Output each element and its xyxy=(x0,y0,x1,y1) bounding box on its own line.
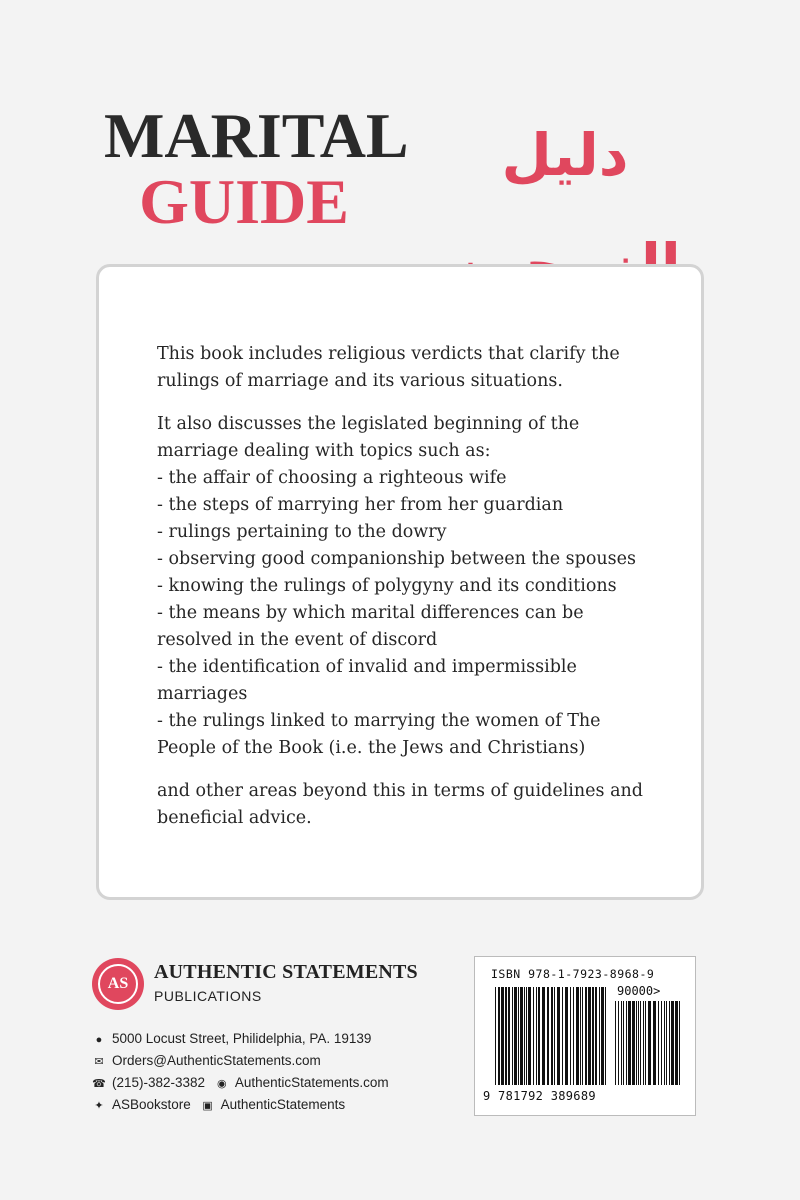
description-line: resolved in the event of discord xyxy=(157,630,438,650)
description-line: marriage dealing with topics such as: xyxy=(157,441,491,461)
title-arabic-text: دليل xyxy=(501,121,629,189)
barcode-bar xyxy=(576,987,579,1085)
barcode-bar xyxy=(601,987,604,1085)
description-line: marriages xyxy=(157,684,248,704)
contact-address xyxy=(92,1031,371,1046)
barcode-bar xyxy=(533,987,534,1085)
description-line: - the rulings linked to marrying the women of The xyxy=(157,711,601,731)
description-paragraph-1 xyxy=(157,341,677,395)
title-line-marital: MARITAL xyxy=(104,100,409,171)
description-line: - observing good companionship between the spouses xyxy=(157,549,636,569)
barcode-bar xyxy=(669,1001,670,1085)
twitter-icon: ✦ xyxy=(94,1100,104,1112)
description-paragraph-2 xyxy=(157,411,677,762)
barcode-bar xyxy=(573,987,574,1085)
phone-icon: ☎ xyxy=(92,1078,106,1090)
barcode-bar xyxy=(570,987,571,1085)
barcode-bar xyxy=(592,987,594,1085)
barcode-bar xyxy=(505,987,507,1085)
twitter-text: ASBookstore xyxy=(112,1097,191,1112)
title-line-guide: GUIDE xyxy=(139,166,349,237)
publisher-logo-mark: AS xyxy=(98,964,138,1004)
barcode-bar xyxy=(524,987,525,1085)
barcode-bar xyxy=(557,987,560,1085)
barcode-panel xyxy=(474,956,696,1116)
description-line: beneficial advice. xyxy=(157,808,312,828)
description-line: rulings of marriage and its various situations. xyxy=(157,371,563,391)
barcode-bar xyxy=(538,987,540,1085)
barcode-bar xyxy=(580,987,581,1085)
title-arabic xyxy=(440,100,690,210)
barcode-bar xyxy=(640,1001,641,1085)
description-line: - the affair of choosing a righteous wife xyxy=(157,468,507,488)
publisher-logo xyxy=(92,958,144,1010)
instagram-icon: ▣ xyxy=(202,1100,213,1112)
description-box xyxy=(96,264,704,900)
description-line: - the means by which marital differences can be xyxy=(157,603,584,623)
barcode-bar xyxy=(666,1001,667,1085)
barcode-main-bars xyxy=(495,987,607,1085)
barcode-bar xyxy=(632,1001,635,1085)
title-english xyxy=(104,100,409,237)
phone-text: (215)-382-3382 xyxy=(112,1075,206,1090)
barcode-bar xyxy=(595,987,597,1085)
barcode-bar xyxy=(664,1001,665,1085)
publisher-name: AUTHENTIC STATEMENTS xyxy=(154,961,418,983)
barcode-bar xyxy=(671,1001,674,1085)
description-line: and other areas beyond this in terms of guidelines and xyxy=(157,781,643,801)
barcode-bar xyxy=(582,987,583,1085)
price-code: 90000> xyxy=(617,984,661,998)
barcode-bar xyxy=(615,1001,616,1085)
website-text: AuthenticStatements.com xyxy=(234,1075,389,1090)
barcode-bar xyxy=(518,987,519,1085)
email-text: Orders@AuthenticStatements.com xyxy=(112,1053,321,1068)
description-line: - rulings pertaining to the dowry xyxy=(157,522,447,542)
barcode-bar xyxy=(623,1001,624,1085)
publisher-subtitle: PUBLICATIONS xyxy=(154,988,262,1004)
barcode-bar xyxy=(520,987,523,1085)
contact-phone-web xyxy=(92,1075,389,1090)
barcode-bar xyxy=(542,987,545,1085)
contact-email xyxy=(92,1053,321,1068)
description-paragraph-3 xyxy=(157,778,677,832)
map-pin-icon: ● xyxy=(95,1034,103,1046)
description-line: It also discusses the legislated beginning of the xyxy=(157,414,580,434)
barcode-bar xyxy=(618,1001,619,1085)
contact-social xyxy=(92,1097,345,1112)
barcode-bar xyxy=(628,1001,631,1085)
barcode-bar xyxy=(675,1001,678,1085)
barcode-bar xyxy=(626,1001,627,1085)
barcode-bar xyxy=(661,1001,662,1085)
mail-icon: ✉ xyxy=(94,1056,104,1068)
description-line: People of the Book (i.e. the Jews and Christians) xyxy=(157,738,586,758)
barcode-bar xyxy=(585,987,587,1085)
barcode-bar xyxy=(621,1001,622,1085)
barcode-bar xyxy=(636,1001,637,1085)
barcode-bar xyxy=(648,1001,651,1085)
barcode-bar xyxy=(588,987,591,1085)
barcode-bar xyxy=(599,987,600,1085)
globe-icon: ◉ xyxy=(217,1078,227,1090)
barcode-bar xyxy=(526,987,527,1085)
barcode-bar xyxy=(528,987,531,1085)
barcode-bar xyxy=(562,987,563,1085)
barcode-bar xyxy=(547,987,549,1085)
barcode-addon-bars xyxy=(615,1001,681,1085)
barcode-bar xyxy=(645,1001,646,1085)
description-line: - the steps of marrying her from her guardian xyxy=(157,495,564,515)
barcode-bar xyxy=(514,987,517,1085)
barcode-bar xyxy=(498,987,500,1085)
description-line: This book includes religious verdicts that clarify the xyxy=(157,344,620,364)
barcode-bar xyxy=(508,987,510,1085)
isbn-label: ISBN 978-1-7923-8968-9 xyxy=(491,967,655,981)
barcode-bar xyxy=(536,987,537,1085)
barcode-bar xyxy=(501,987,504,1085)
barcode-bar xyxy=(638,1001,639,1085)
ean-digits: 9 781792 389689 xyxy=(483,1089,596,1103)
description-text xyxy=(157,341,677,848)
barcode-bar xyxy=(653,1001,656,1085)
description-line: - the identification of invalid and impermissible xyxy=(157,657,577,677)
barcode-bar xyxy=(643,1001,644,1085)
barcode-bar xyxy=(495,987,496,1085)
barcode-bar xyxy=(679,1001,680,1085)
barcode-bar xyxy=(512,987,513,1085)
barcode-bar xyxy=(565,987,568,1085)
barcode-bar xyxy=(551,987,553,1085)
barcode-bar xyxy=(658,1001,659,1085)
address-text: 5000 Locust Street, Philidelphia, PA. 19139 xyxy=(112,1031,372,1046)
instagram-text: AuthenticStatements xyxy=(220,1097,346,1112)
barcode-bar xyxy=(554,987,555,1085)
barcode-bar xyxy=(605,987,606,1085)
description-line: - knowing the rulings of polygyny and its conditions xyxy=(157,576,617,596)
